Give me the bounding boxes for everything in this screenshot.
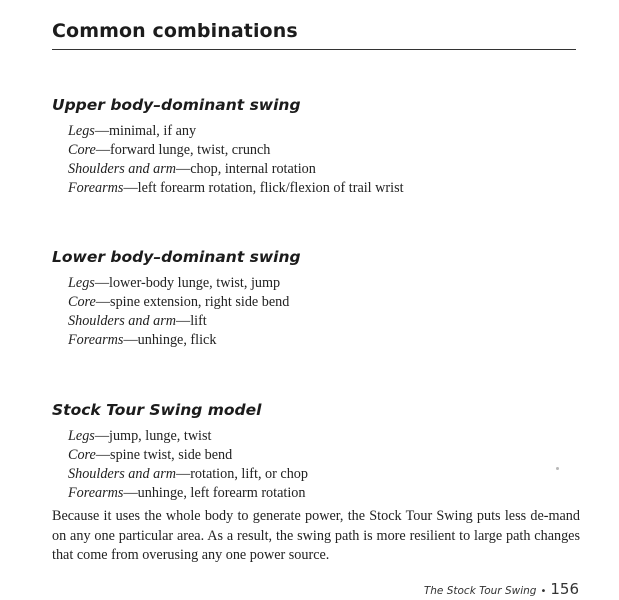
list-item [68, 331, 582, 350]
item-desc: —forward lunge, twist, crunch [95, 142, 271, 158]
page-number: 156 [550, 580, 579, 598]
list-item [68, 141, 582, 160]
item-list [52, 427, 582, 503]
list-item [68, 160, 582, 179]
item-desc: —minimal, if any [94, 123, 197, 139]
page-heading: Common combinations [52, 20, 298, 42]
item-desc: —chop, internal rotation [176, 161, 316, 177]
item-desc: —jump, lunge, twist [94, 428, 212, 444]
item-list [52, 274, 582, 350]
item-term: Legs [68, 123, 95, 139]
item-term: Core [68, 142, 96, 158]
item-desc: —spine twist, side bend [95, 447, 233, 463]
list-item [68, 465, 582, 484]
body-paragraph: Because it uses the whole body to generate power, the Stock Tour Swing puts less de-mand on any one particular area. As a result, the swing path is more resilient to large path changes that come from overusing any one power source. [52, 508, 580, 563]
section-title: Upper body–dominant swing [52, 96, 301, 114]
item-term: Forearms [68, 180, 124, 196]
item-term: Legs [68, 275, 95, 291]
item-desc: —left forearm rotation, flick/flexion of trail wrist [123, 180, 404, 196]
item-desc: —lift [176, 313, 207, 329]
speck [556, 467, 559, 470]
heading-rule [52, 49, 576, 50]
list-item [68, 446, 582, 465]
item-term: Shoulders and arm [68, 161, 176, 177]
item-term: Shoulders and arm [68, 466, 176, 482]
item-desc: —spine extension, right side bend [95, 294, 290, 310]
list-item [68, 484, 582, 503]
item-term: Forearms [68, 332, 124, 348]
section-upper-body [52, 94, 582, 198]
section-lower-body [52, 246, 582, 350]
item-term: Legs [68, 428, 95, 444]
running-title: The Stock Tour Swing [423, 585, 537, 597]
page-footer [424, 580, 579, 598]
item-term: Shoulders and arm [68, 313, 176, 329]
item-term: Forearms [68, 485, 124, 501]
list-item [68, 179, 582, 198]
list-item [68, 427, 582, 446]
item-term: Core [68, 294, 96, 310]
list-item [68, 293, 582, 312]
section-title: Stock Tour Swing model [52, 401, 262, 419]
section-stock-tour [52, 399, 582, 503]
item-desc: —rotation, lift, or chop [176, 466, 308, 482]
section-title: Lower body–dominant swing [52, 248, 301, 266]
item-desc: —lower-body lunge, twist, jump [94, 275, 281, 291]
list-item [68, 312, 582, 331]
item-desc: —unhinge, flick [123, 332, 217, 348]
list-item [68, 274, 582, 293]
item-term: Core [68, 447, 96, 463]
list-item [68, 122, 582, 141]
item-desc: —unhinge, left forearm rotation [123, 485, 306, 501]
bullet-separator: • [540, 586, 547, 597]
item-list [52, 122, 582, 198]
